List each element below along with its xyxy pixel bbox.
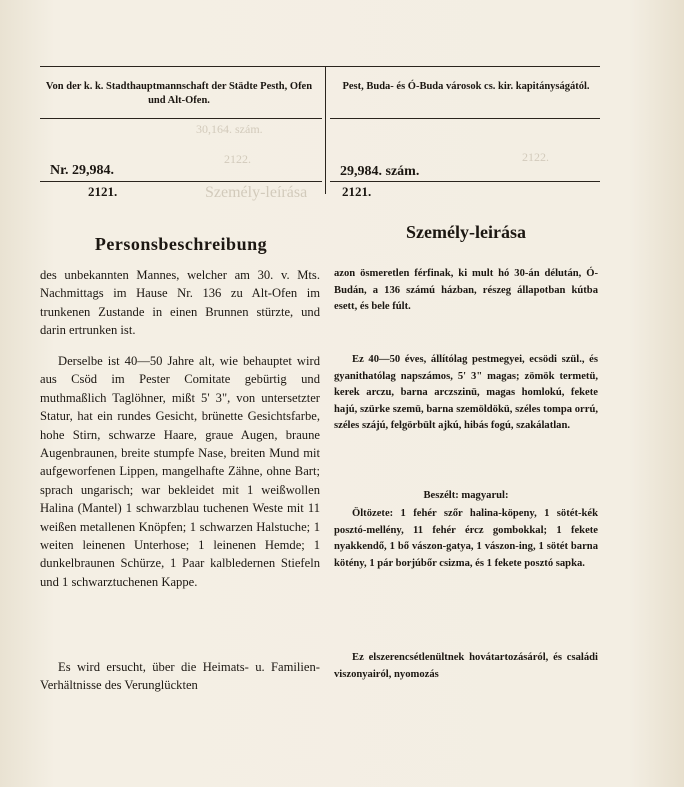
bleed-through-text: Személy-leírása — [205, 184, 308, 201]
header-bottom-rule-right — [330, 118, 600, 119]
right-closing-paragraph: Ez elszerencsétlenültnek hovátartozásáról, és családi viszonyairól, nyomozás — [334, 652, 598, 680]
right-speech-line: Beszélt: magyarul: — [423, 490, 509, 501]
left-issuer-header: Von der k. k. Stadthauptmannschaft der Städte Pesth, Ofen und Alt-Ofen. — [45, 81, 313, 106]
bleed-through-text: 30,164. szám. — [196, 122, 263, 136]
left-number-rule — [40, 181, 322, 182]
bleed-through-text: 2122. — [522, 150, 549, 164]
left-title: Personsbeschreibung — [94, 234, 268, 254]
left-sub-number: 2121. — [88, 184, 118, 199]
right-sub-number: 2121. — [342, 184, 372, 199]
right-document-number: 29,984. szám. — [340, 164, 420, 179]
right-number-rule — [330, 181, 600, 182]
left-closing-paragraph: Es wird ersucht, über die Heimats- u. Familien-Verhältnisse des Verunglückten — [40, 660, 320, 693]
right-intro-paragraph: azon ösmeretlen férfinak, ki mult hó 30-án délután, Ó-Budán, a 136 számú házban, részeg állapotban kútba esett, és bele fúlt. — [334, 268, 598, 312]
bleed-through-text: 2122. — [224, 152, 251, 166]
right-description-paragraph: Ez 40—50 éves, állítólag pestmegyei, ecsödi szül., és gyanithatólag napszámos, 5' 3" magas; zömök termetü, kerek arczu, barna arczszinü, magas homlokú, fekete hajú, szürke szemü, barna szemöldökü, széles tompa orrú, széles szájú, felgörbült ajkú, hibás fogú, szakálatlan. — [334, 354, 598, 431]
header-bottom-rule-left — [40, 118, 322, 119]
column-divider — [325, 66, 326, 194]
right-issuer-header: Pest, Buda- és Ó-Buda városok cs. kir. kapitányságától. — [342, 81, 590, 92]
right-clothing-paragraph: Öltözete: 1 fehér szőr halina-köpeny, 1 sötét-kék posztó-mellény, 11 fehér ércz gombokkal; 1 fekete nyakkendő, 1 bő vászon-gatya, 1 vászon-ing, 1 sötét barna kötény, 1 pár borjúbőr csizma, és 1 fekete posztó sapka. — [334, 508, 598, 569]
left-document-number: Nr. 29,984. — [50, 163, 115, 178]
left-intro-paragraph: des unbekannten Mannes, welcher am 30. v. Mts. Nachmittags im Hause Nr. 136 zu Alt-Ofen im trunkenen Zustande in einen Brunnen stürzte, und darin ertrunken ist. — [40, 268, 320, 338]
left-description-paragraph: Derselbe ist 40—50 Jahre alt, wie behauptet wird aus Csöd im Pester Comitate gebürtig und muthmaßlich Taglöhner, mißt 5' 3", von untersetzter Statur, hat ein rundes Gesicht, brünette Gesichtsfarbe, hohe Stirn, schwarze Haare, graue Augen, braune Augenbraunen, breite stumpfe Nase, breiten Mund mit aufgeworfenen Lippen, mangelhafte Zähne, ohne Bart; sprach ungarisch; war bekleidet mit 1 weißwollen Halina (Mantel) 1 schwarzblau tuchenen Weste mit 11 weißen metallenen Knöpfen; 1 schwarzen Halstuche; 1 weiten leinenen Unterhose; 1 leinenen Hemde; 1 dunkelbraunen Schürze, 1 Paar kalbledernen Stiefeln und 1 schwarztuchenen Kappe. — [40, 354, 320, 589]
header-top-rule — [40, 66, 600, 67]
right-title: Személy-leirása — [406, 222, 526, 242]
